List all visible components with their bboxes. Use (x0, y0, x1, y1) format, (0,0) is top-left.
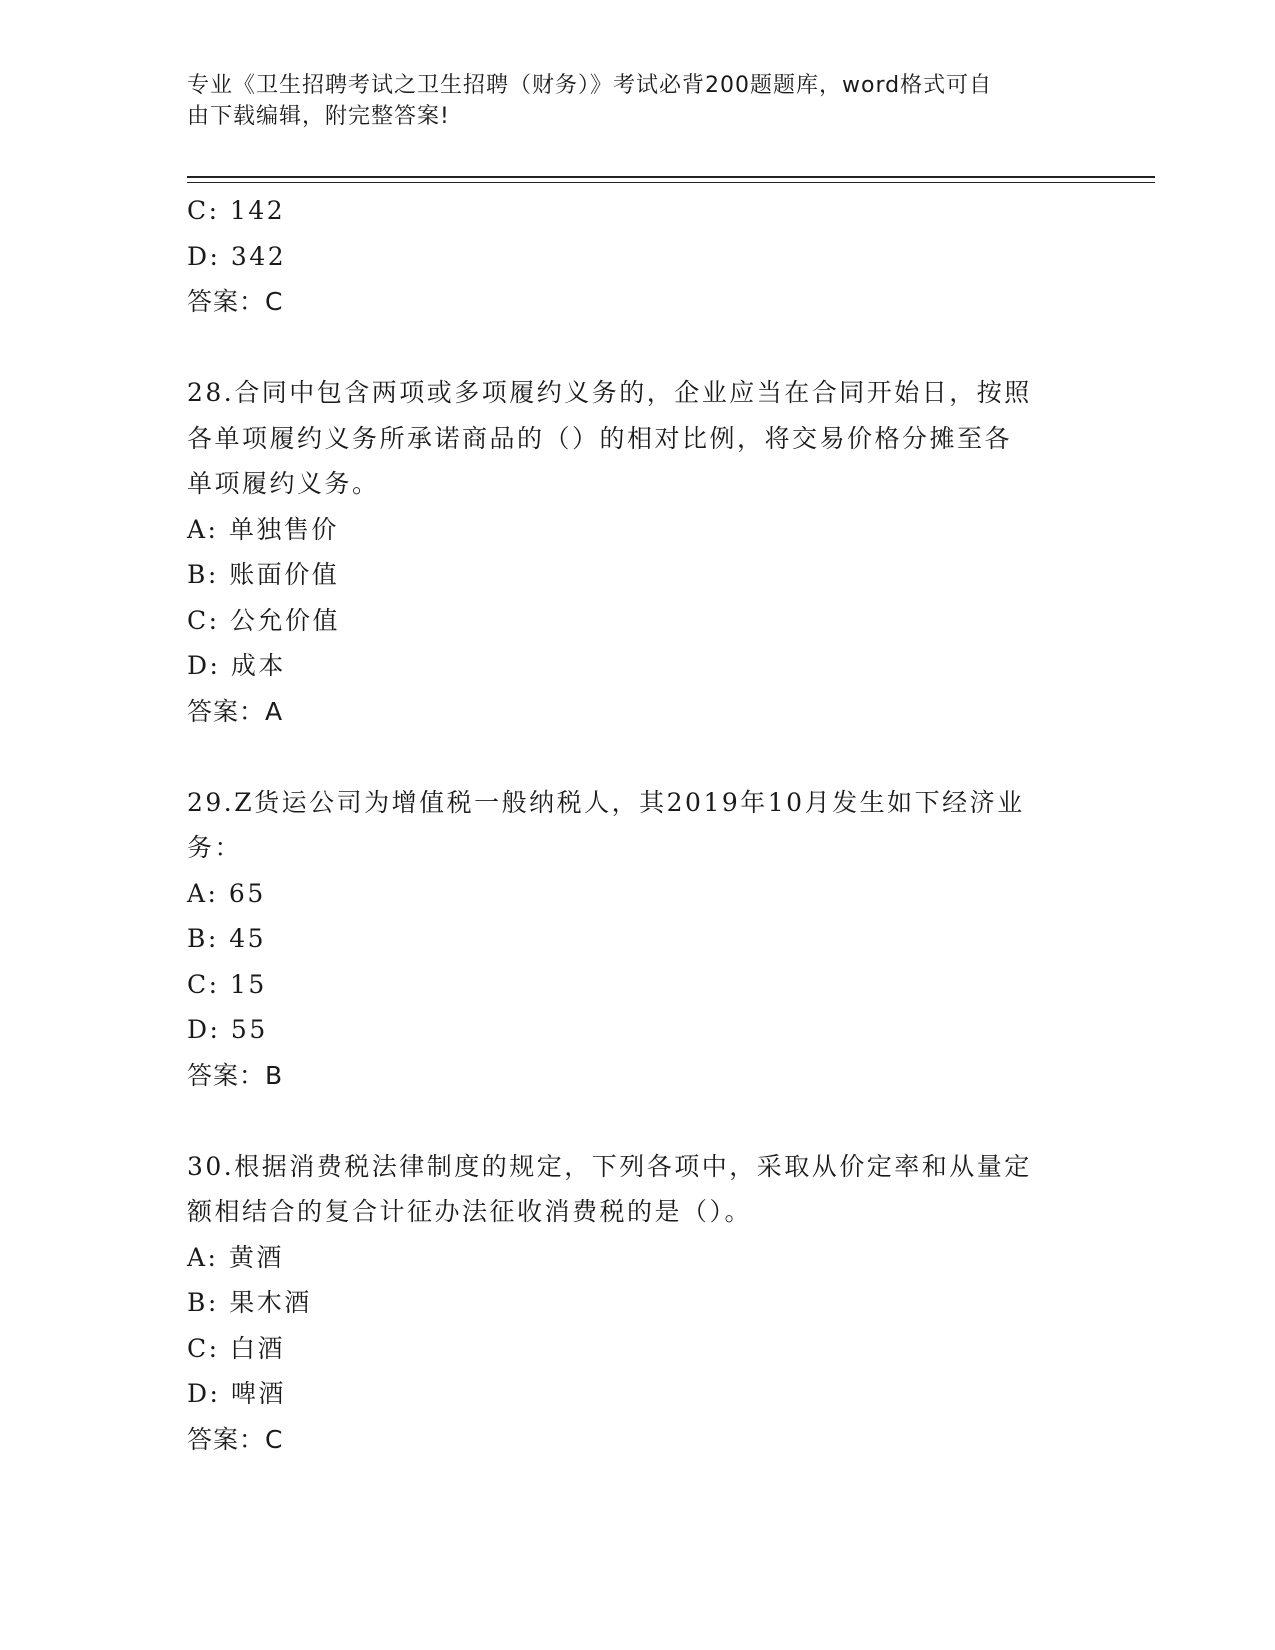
option-b: B: 账面价值 (187, 560, 340, 589)
option-d: D: 成本 (187, 651, 286, 680)
header-line-1: 专业《卫生招聘考试之卫生招聘（财务）》考试必背200题题库，word格式可自 (187, 73, 993, 98)
question-text-line: 29.Z货运公司为增值税一般纳税人，其2019年10月发生如下经济业 (187, 787, 1025, 817)
question-30 (187, 1144, 1087, 1463)
header-line-2: 由下载编辑，附完整答案! (187, 104, 450, 129)
question-list (187, 188, 1087, 1462)
question-28 (187, 370, 1087, 734)
header-divider-thick (187, 176, 1155, 178)
spacer (187, 734, 1087, 780)
option-d: D: 55 (187, 1015, 268, 1044)
answer: 答案：A (187, 696, 284, 726)
question-text-line: 28.合同中包含两项或多项履约义务的，企业应当在合同开始日，按照 (187, 378, 1032, 407)
answer: 答案：B (187, 1060, 284, 1090)
option-a: A: 黄酒 (187, 1242, 284, 1272)
spacer (187, 325, 1087, 371)
question-text-line: 各单项履约义务所承诺商品的（）的相对比例，将交易价格分摊至各 (187, 423, 1013, 453)
option-a: A: 65 (187, 878, 266, 908)
question-text-line: 单项履约义务。 (187, 469, 380, 498)
answer: 答案：C (187, 1424, 284, 1454)
spacer (187, 1098, 1087, 1144)
question-text-line: 额相结合的复合计征办法征收消费税的是（）。 (187, 1197, 753, 1226)
option-b: B: 果木酒 (187, 1288, 312, 1317)
question-29 (187, 780, 1087, 1099)
option-d: D: 啤酒 (187, 1379, 286, 1408)
header-divider-thin (187, 182, 1155, 183)
option-d: D: 342 (187, 241, 287, 271)
question-27-tail (187, 188, 1087, 325)
question-text-line: 务： (187, 833, 243, 862)
option-a: A: 单独售价 (187, 514, 339, 544)
question-text-line: 30.根据消费税法律制度的规定，下列各项中，采取从价定率和从量定 (187, 1151, 1032, 1181)
answer: 答案：C (187, 287, 284, 316)
option-c: C: 公允价值 (187, 605, 340, 635)
option-c: C: 142 (187, 196, 286, 225)
option-c: C: 白酒 (187, 1333, 285, 1363)
document-header (187, 70, 1067, 132)
option-c: C: 15 (187, 969, 267, 999)
option-b: B: 45 (187, 924, 267, 953)
